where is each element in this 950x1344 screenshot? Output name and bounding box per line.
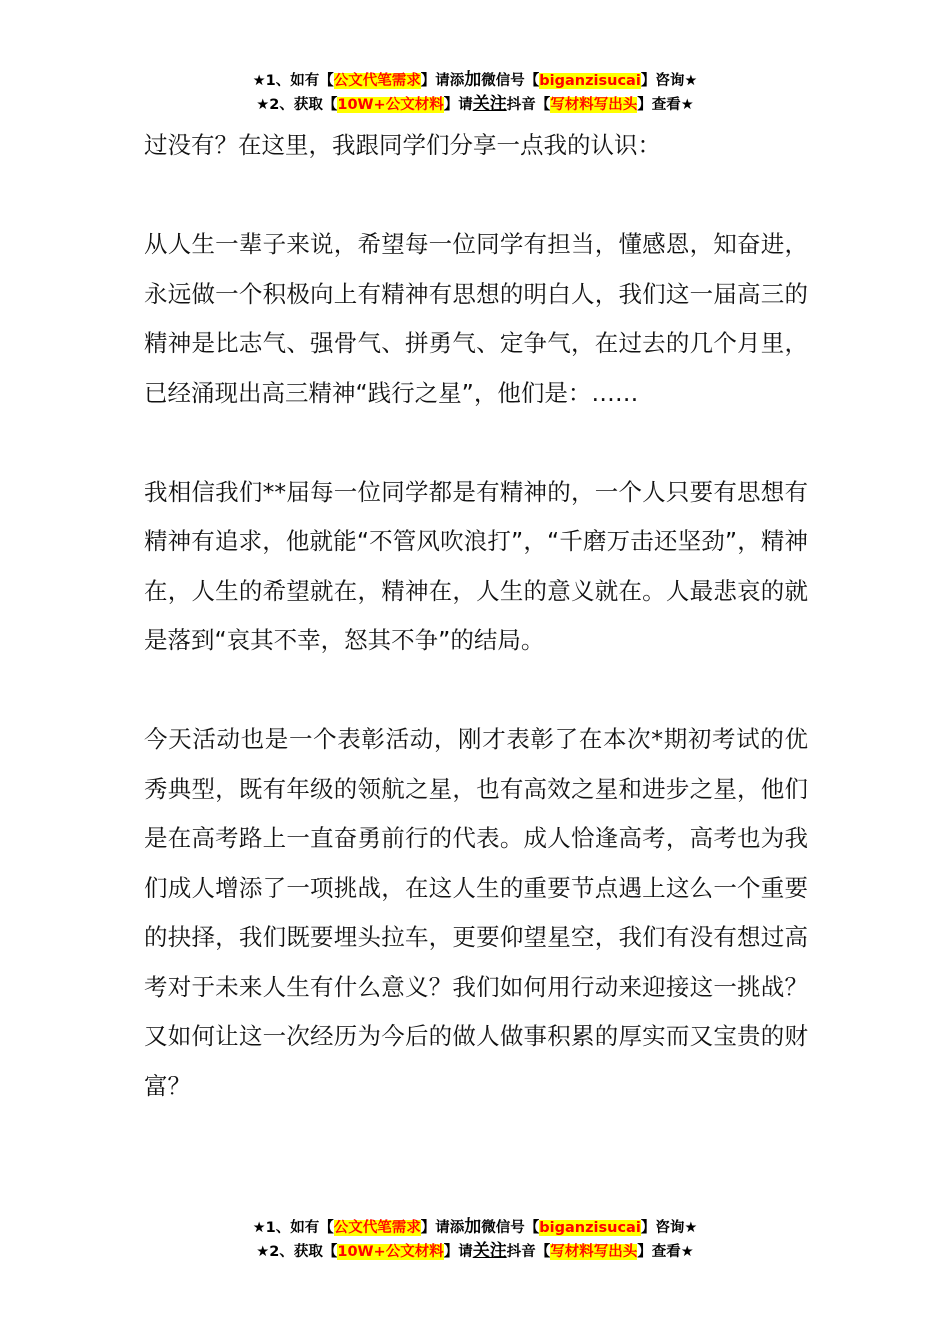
banner-highlight-materials: 10W+公文材料 <box>337 97 444 113</box>
paragraph-1: 过没有？在这里，我跟同学们分享一点我的认识： <box>144 131 661 159</box>
banner-line-2: ★2、获取【10W+公文材料】请关注抖音【写材料写出头】查看★ <box>256 1241 694 1261</box>
banner-line-2: ★2、获取【10W+公文材料】请关注抖音【写材料写出头】查看★ <box>256 94 694 114</box>
paragraph-gap <box>144 418 808 468</box>
banner-highlight-service: 公文代笔需求 <box>333 1220 421 1236</box>
paragraph-3: 我相信我们**届每一位同学都是有精神的，一个人只要有思想有精神有追求，他就能“不管风吹浪打”，“千磨万击还坚劲”，精神在，人生的希望就在，精神在，人生的意义就在。人最悲哀的就是落到“哀其不幸，怒其不争”的结局。 <box>144 477 808 654</box>
banner-highlight-wechat-id: biganzisucai <box>539 73 641 89</box>
banner-line-1: ★1、如有【公文代笔需求】请添加微信号【biganzisucai】咨询★ <box>252 1217 698 1237</box>
banner-highlight-materials: 10W+公文材料 <box>337 1244 444 1260</box>
paragraph-2: 从人生一辈子来说，希望每一位同学有担当，懂感恩，知奋进，永远做一个积极向上有精神有思想的明白人，我们这一届高三的精神是比志气、强骨气、拼勇气、定争气，在过去的几个月里，已经涌现出高三精神“践行之星”，他们是：…… <box>144 230 808 407</box>
banner-highlight-service: 公文代笔需求 <box>333 73 421 89</box>
banner-highlight-douyin-id: 写材料写出头 <box>550 1244 638 1260</box>
header-banner <box>0 69 950 117</box>
paragraph-gap <box>144 666 808 716</box>
paragraph-4: 今天活动也是一个表彰活动，刚才表彰了在本次*期初考试的优秀典型，既有年级的领航之星，也有高效之星和进步之星，他们是在高考路上一直奋勇前行的代表。成人恰逢高考，高考也为我们成人增添了一项挑战，在这人生的重要节点遇上这么一个重要的抉择，我们既要埋头拉车，更要仰望星空，我们有没有想过高考对于未来人生有什么意义？我们如何用行动来迎接这一挑战？又如何让这一次经历为今后的做人做事积累的厚实而又宝贵的财富？ <box>144 725 808 1100</box>
document-body <box>144 121 808 1111</box>
footer-banner <box>0 1216 950 1264</box>
banner-highlight-douyin-id: 写材料写出头 <box>550 97 638 113</box>
banner-highlight-wechat-id: biganzisucai <box>539 1220 641 1236</box>
paragraph-gap <box>144 171 808 221</box>
banner-line-1: ★1、如有【公文代笔需求】请添加微信号【biganzisucai】咨询★ <box>252 70 698 90</box>
